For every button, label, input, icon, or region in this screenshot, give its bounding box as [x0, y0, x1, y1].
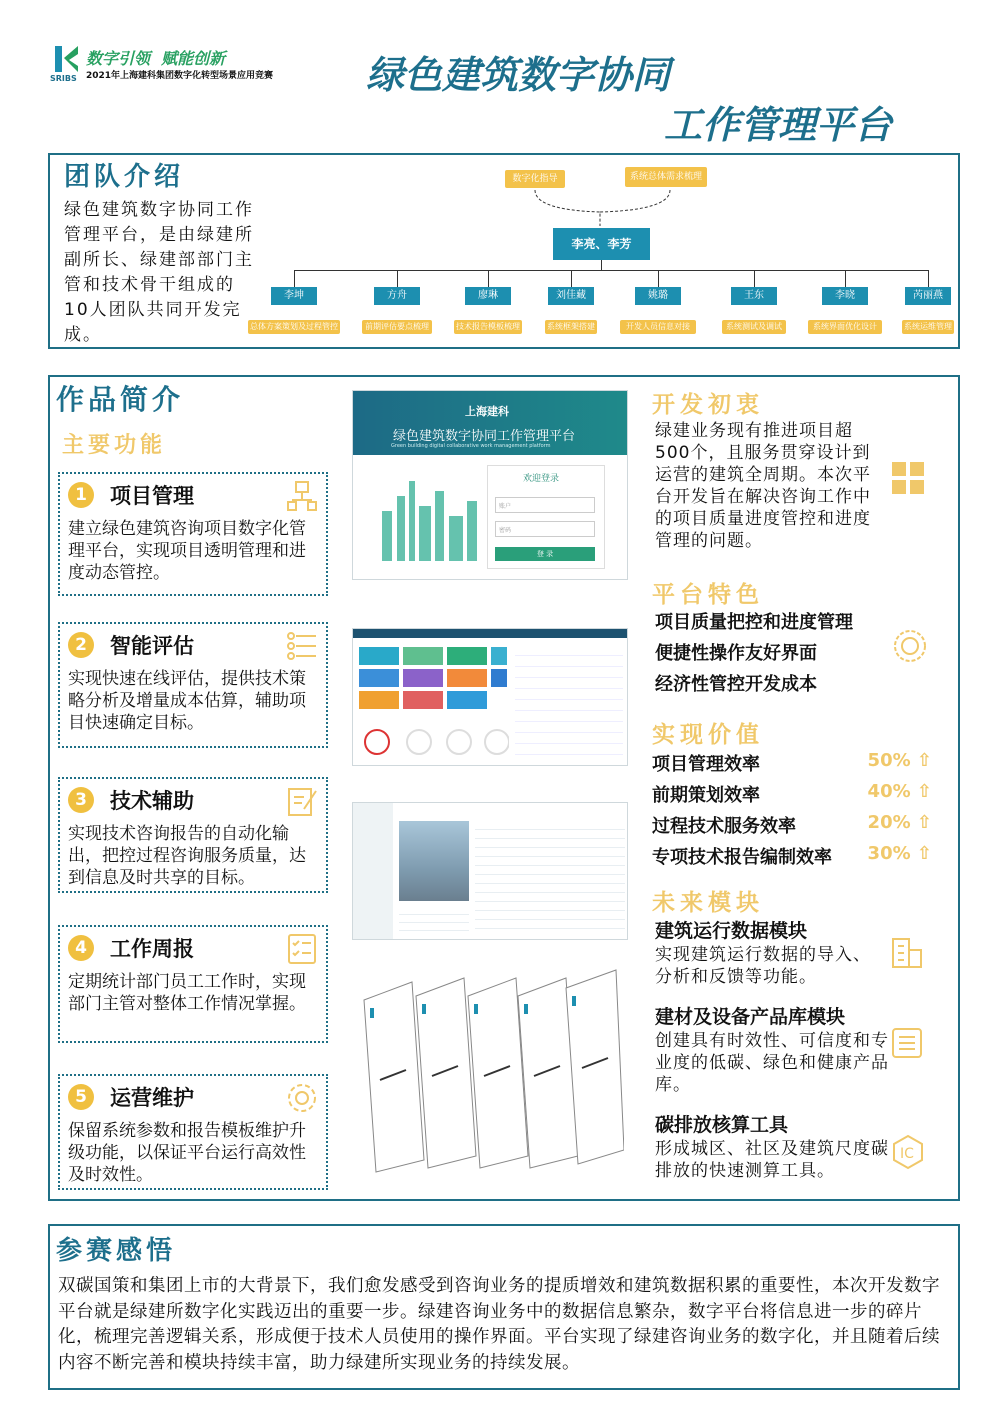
value-pct-text: 50% — [867, 750, 911, 771]
value-row — [652, 781, 932, 807]
feature-number: 2 — [68, 632, 94, 658]
grid-icon — [892, 462, 924, 494]
feature-title: 项目管理 — [110, 484, 194, 508]
org-member-task: 前期评估要点梳理 — [362, 320, 432, 334]
future-title: 未来模块 — [652, 889, 764, 916]
feature-header — [68, 630, 318, 660]
reflection-title: 参赛感悟 — [56, 1236, 177, 1266]
value-row — [652, 812, 932, 838]
org-member: 姚璐 — [635, 287, 681, 305]
org-branch — [488, 270, 489, 287]
value-pct-text: 20% — [867, 812, 911, 833]
login-brand: 上海建科 — [465, 405, 509, 418]
competition-name: 2021年上海建科集团数字化转型场景应用竞赛 — [86, 71, 274, 81]
main-func-title: 主要功能 — [62, 432, 167, 458]
org-member: 廖琳 — [465, 287, 511, 305]
feature-header — [68, 785, 318, 815]
value-label: 专项技术报告编制效率 — [652, 847, 832, 868]
org-branch — [845, 270, 846, 287]
building-icon — [890, 936, 924, 970]
org-member: 李坤 — [271, 287, 317, 305]
up-arrow-icon: ⇧ — [910, 843, 932, 864]
org-member-task: 系统框架搭建 — [545, 320, 597, 334]
feature-header — [68, 480, 318, 510]
building-photo — [399, 821, 469, 901]
org-member-task: 技术报告模板梳理 — [454, 320, 522, 334]
value-pct-text: 30% — [867, 843, 911, 864]
future-module-title: 建材及设备产品库模块 — [655, 1006, 846, 1028]
login-screenshot — [352, 390, 628, 580]
org-branch — [658, 270, 659, 287]
value-pct-text: 40% — [867, 781, 911, 802]
future-module-text: 创建具有时效性、可信度和专业度的低碳、绿色和健康产品库。 — [655, 1031, 889, 1095]
org-branch — [397, 270, 398, 287]
org-member: 李晓 — [822, 287, 868, 305]
org-member-task: 总体方案策划及过程管控 — [248, 320, 340, 334]
svg-text:IC: IC — [900, 1146, 914, 1162]
org-member-task: 系统测试及调试 — [722, 320, 786, 334]
org-guidance: 数字化指导 — [505, 170, 565, 188]
value-label: 前期策划效率 — [652, 785, 760, 806]
org-requirements: 系统总体需求梳理 — [625, 167, 707, 187]
gear-icon — [286, 1082, 318, 1118]
future-module-title: 碳排放核算工具 — [655, 1114, 789, 1136]
origin-title: 开发初衷 — [652, 391, 764, 418]
list-icon — [286, 630, 318, 666]
feature-text: 实现技术咨询报告的自动化输出，把控过程咨询服务质量，达到信息及时共享的目标。 — [68, 824, 306, 888]
platform-feature: 项目质量把控和进度管理 — [655, 612, 853, 633]
feature-header — [68, 933, 318, 963]
team-desc: 绿色建筑数字协同工作管理平台，是由绿建所副所长、绿建部部门主管和技术骨干组成的10人团队共同开发完成。 — [64, 200, 254, 345]
feature-card — [58, 777, 328, 893]
org-member-task: 开发人员信息对接 — [620, 320, 696, 334]
feature-text: 保留系统参数和报告模板维护升级功能，以保证平台运行高效性及时效性。 — [68, 1121, 306, 1185]
org-member-task: 系统运维管理 — [902, 320, 954, 334]
value-pct — [868, 750, 932, 776]
hierarchy-icon — [286, 480, 318, 516]
feature-title: 工作周报 — [110, 937, 194, 961]
future-module-title: 建筑运行数据模块 — [655, 920, 808, 942]
feature-title: 运营维护 — [110, 1086, 194, 1110]
report-documents-image — [358, 960, 624, 1180]
value-pct — [868, 812, 932, 838]
feature-number: 5 — [68, 1084, 94, 1110]
team-title: 团队介绍 — [64, 162, 185, 192]
login-sub: Green building digital collaborative work management platform — [391, 443, 551, 449]
database-icon — [890, 1026, 924, 1060]
org-connectors-top — [520, 186, 710, 230]
feature-text: 建立绿色建筑咨询项目数字化管理平台，实现项目透明管理和进度动态管控。 — [68, 519, 306, 583]
org-branch — [294, 270, 295, 287]
org-member: 刘佳藏 — [548, 287, 594, 305]
feature-title: 技术辅助 — [110, 789, 194, 813]
feature-number: 1 — [68, 482, 94, 508]
feature-text: 定期统计部门员工工作时，实现部门主管对整体工作情况掌握。 — [68, 972, 306, 1014]
carbon-icon — [890, 1134, 926, 1170]
org-member: 王东 — [731, 287, 777, 305]
value-row — [652, 843, 932, 869]
up-arrow-icon: ⇧ — [910, 750, 932, 771]
login-pwd-field[interactable]: 密码 — [495, 521, 595, 537]
org-bus — [294, 270, 928, 271]
page-title-line1: 绿色建筑数字协同 — [366, 52, 671, 97]
edit-document-icon — [286, 785, 318, 821]
platform-feature: 便捷性操作友好界面 — [655, 643, 817, 664]
login-title: 绿色建筑数字协同工作管理平台 — [393, 429, 576, 444]
login-welcome: 欢迎登录 — [523, 474, 560, 484]
sribs-logo-icon — [52, 44, 82, 74]
feature-text: 实现快速在线评估，提供技术策略分析及增量成本估算，辅助项目快速确定目标。 — [68, 669, 306, 733]
org-trunk — [601, 260, 602, 270]
value-pct — [868, 843, 932, 869]
value-pct — [868, 781, 932, 807]
feature-card — [58, 925, 328, 1043]
report-screenshot — [352, 802, 628, 940]
platform-feature: 经济性管控开发成本 — [655, 674, 817, 695]
up-arrow-icon: ⇧ — [910, 812, 932, 833]
future-module-text: 实现建筑运行数据的导入、分析和反馈等功能。 — [655, 945, 871, 987]
reflection-text: 双碳国策和集团上市的大背景下，我们愈发感受到咨询业务的提质增效和建筑数据积累的重要性，本次开发数字平台就是绿建所数字化实践迈出的重要一步。绿建咨询业务中的数据信息繁杂，数字平台将信息进一步的碎片化，梳理完善逻辑关系，形成便于技术人员使用的操作界面。平台实现了绿建咨询业务的数字化，并且随着后续内容不断完善和模块持续丰富，助力绿建所实现业务的持续发展。 — [58, 1276, 940, 1373]
org-branch — [571, 270, 572, 287]
org-branch — [754, 270, 755, 287]
value-label: 项目管理效率 — [652, 754, 760, 775]
feature-number: 3 — [68, 787, 94, 813]
feature-header — [68, 1082, 318, 1112]
org-member: 芮丽燕 — [905, 287, 951, 305]
feature-card — [58, 472, 328, 596]
value-title: 实现价值 — [652, 721, 764, 748]
dashboard-screenshot — [352, 628, 628, 766]
org-branch — [928, 270, 929, 287]
logo — [52, 44, 82, 74]
award-icon — [892, 628, 928, 664]
feature-card — [58, 622, 328, 748]
login-button[interactable]: 登 录 — [495, 547, 595, 561]
value-label: 过程技术服务效率 — [652, 816, 796, 837]
org-member-task: 系统界面优化设计 — [808, 320, 882, 334]
origin-text: 绿建业务现有推进项目超500个，且服务贯穿设计到运营的建筑全周期。本次平台开发旨在解决咨询工作中的项目质量进度管控和进度管理的问题。 — [655, 421, 871, 551]
login-user-field[interactable]: 账户 — [495, 497, 595, 513]
checklist-icon — [286, 933, 318, 969]
feature-number: 4 — [68, 935, 94, 961]
logo-text: SRIBS — [50, 74, 77, 83]
feature-title: 智能评估 — [110, 634, 194, 658]
page-title-line2: 工作管理平台 — [664, 102, 893, 147]
org-leader: 李亮、李芳 — [553, 228, 650, 260]
feature-card — [58, 1074, 328, 1190]
value-row — [652, 750, 932, 776]
skyline-image — [377, 471, 487, 561]
up-arrow-icon: ⇧ — [910, 781, 932, 802]
org-member: 方舟 — [374, 287, 420, 305]
future-module-text: 形成城区、社区及建筑尺度碳排放的快速测算工具。 — [655, 1139, 889, 1181]
works-title: 作品简介 — [56, 383, 185, 416]
feature-title: 平台特色 — [652, 581, 764, 608]
header-slogan: 数字引领 赋能创新 — [86, 49, 226, 68]
